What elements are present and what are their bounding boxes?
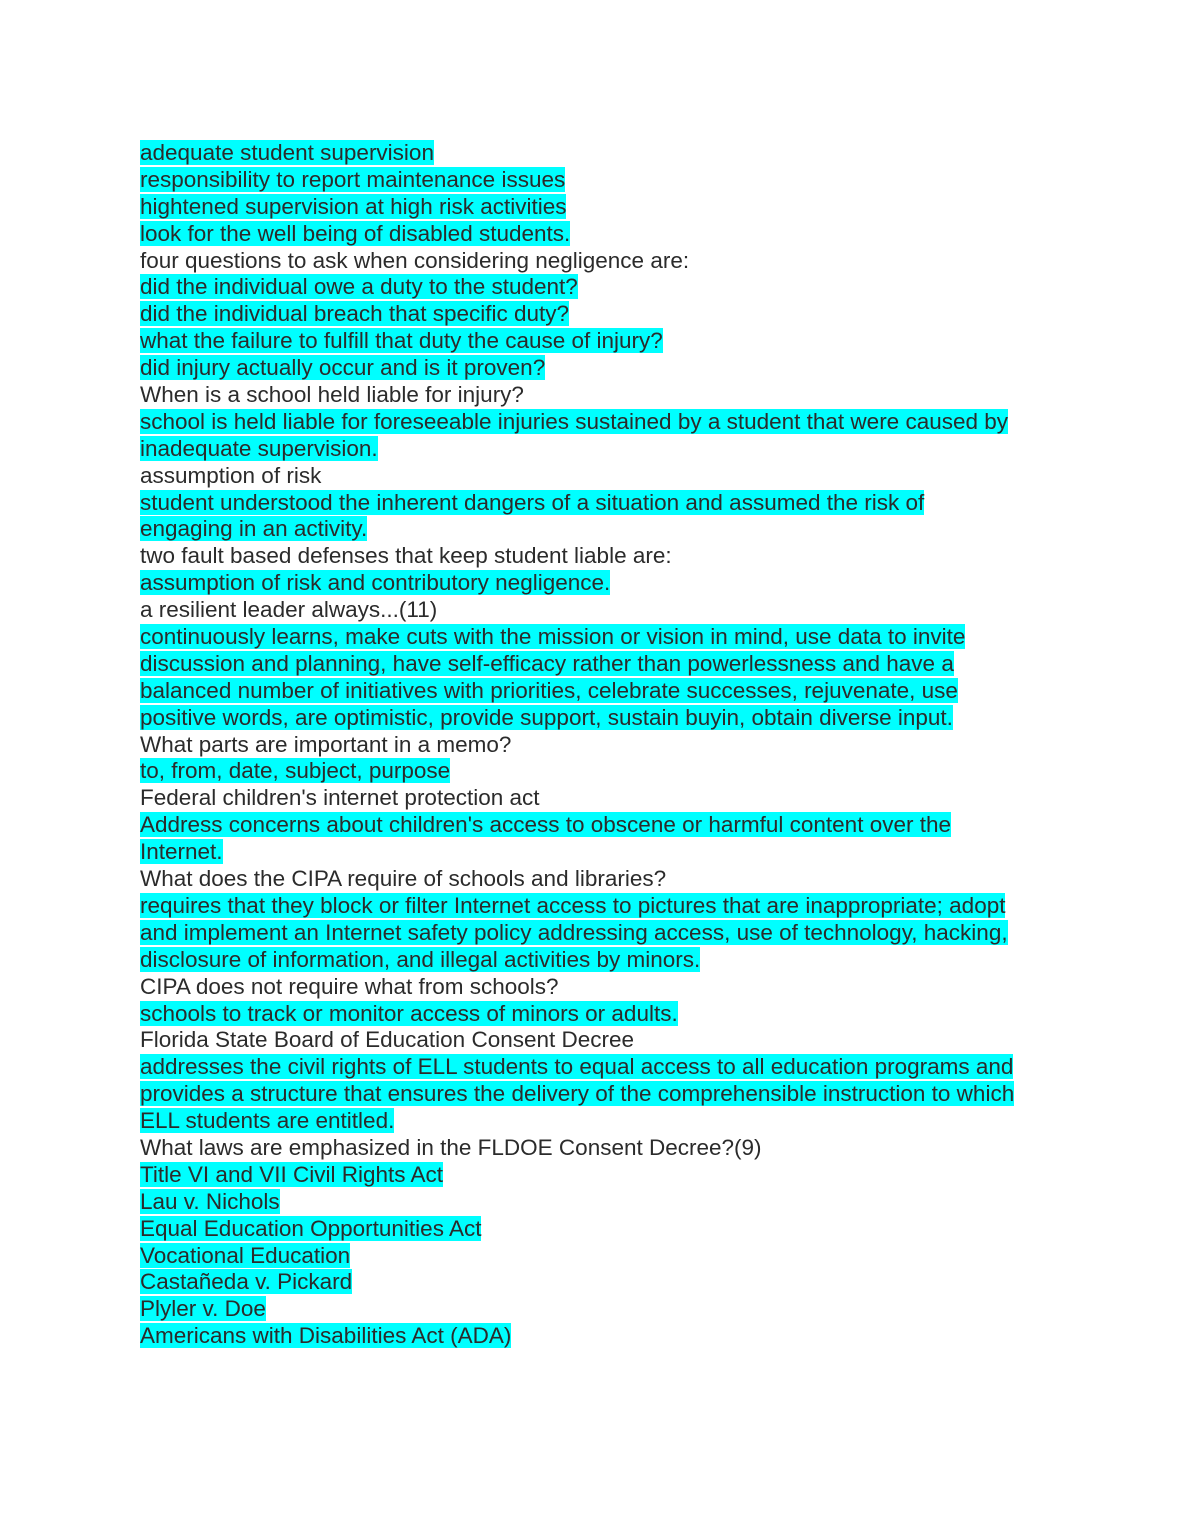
answer-line <box>140 409 1060 436</box>
answer-line <box>140 705 1060 732</box>
answer-line <box>140 1001 1060 1028</box>
highlighted-text: engaging in an activity. <box>140 516 368 542</box>
answer-line <box>140 328 1060 355</box>
highlighted-text: what the failure to fulfill that duty the cause of injury? <box>140 328 663 354</box>
question-line <box>140 597 1060 624</box>
answer-line <box>140 624 1060 651</box>
answer-line <box>140 274 1060 301</box>
question-text: When is a school held liable for injury? <box>140 382 524 408</box>
highlighted-text: did the individual owe a duty to the student? <box>140 274 578 300</box>
answer-line <box>140 490 1060 517</box>
answer-line <box>140 1269 1060 1296</box>
answer-line <box>140 1323 1060 1350</box>
highlighted-text: Plyler v. Doe <box>140 1296 266 1322</box>
highlighted-text: ELL students are entitled. <box>140 1108 395 1134</box>
highlighted-text: responsibility to report maintenance issues <box>140 166 566 192</box>
question-line <box>140 732 1060 759</box>
question-text: Florida State Board of Education Consent Decree <box>140 1027 635 1053</box>
highlighted-text: requires that they block or filter Internet access to pictures that are inappropriate; adopt <box>140 892 1006 918</box>
highlighted-text: Americans with Disabilities Act (ADA) <box>140 1323 512 1349</box>
answer-line <box>140 651 1060 678</box>
highlighted-text: did the individual breach that specific duty? <box>140 301 570 327</box>
question-line <box>140 543 1060 570</box>
answer-line <box>140 893 1060 920</box>
answer-line <box>140 570 1060 597</box>
answer-line <box>140 1054 1060 1081</box>
highlighted-text: positive words, are optimistic, provide support, sustain buyin, obtain diverse input. <box>140 704 953 730</box>
question-text: CIPA does not require what from schools? <box>140 973 559 999</box>
highlighted-text: disclosure of information, and illegal activities by minors. <box>140 946 701 972</box>
answer-line <box>140 1189 1060 1216</box>
highlighted-text: Vocational Education <box>140 1242 351 1268</box>
answer-line <box>140 839 1060 866</box>
answer-line <box>140 516 1060 543</box>
highlighted-text: continuously learns, make cuts with the mission or vision in mind, use data to invite <box>140 624 966 650</box>
question-text: What laws are emphasized in the FLDOE Consent Decree?(9) <box>140 1134 762 1160</box>
highlighted-text: and implement an Internet safety policy addressing access, use of technology, hacking, <box>140 919 1008 945</box>
question-line <box>140 1135 1060 1162</box>
highlighted-text: schools to track or monitor access of minors or adults. <box>140 1000 678 1026</box>
question-line <box>140 974 1060 1001</box>
answer-line <box>140 947 1060 974</box>
question-text: What does the CIPA require of schools and libraries? <box>140 866 667 892</box>
answer-line <box>140 678 1060 705</box>
answer-line <box>140 1081 1060 1108</box>
answer-line <box>140 758 1060 785</box>
highlighted-text: adequate student supervision <box>140 140 434 165</box>
question-text: What parts are important in a memo? <box>140 731 512 757</box>
answer-line <box>140 167 1060 194</box>
highlighted-text: hightened supervision at high risk activities <box>140 193 567 219</box>
question-text: two fault based defenses that keep student liable are: <box>140 543 672 569</box>
answer-line <box>140 1108 1060 1135</box>
highlighted-text: Equal Education Opportunities Act <box>140 1215 482 1241</box>
question-line <box>140 866 1060 893</box>
document-page <box>140 140 1060 1350</box>
answer-line <box>140 1296 1060 1323</box>
answer-line <box>140 355 1060 382</box>
answer-line <box>140 920 1060 947</box>
highlighted-text: Address concerns about children's access to obscene or harmful content over the <box>140 812 951 838</box>
question-line <box>140 785 1060 812</box>
highlighted-text: Title VI and VII Civil Rights Act <box>140 1161 444 1187</box>
answer-line <box>140 301 1060 328</box>
answer-line <box>140 140 1060 167</box>
question-line <box>140 1027 1060 1054</box>
question-line <box>140 248 1060 275</box>
highlighted-text: balanced number of initiatives with priorities, celebrate successes, rejuvenate, use <box>140 677 958 703</box>
highlighted-text: look for the well being of disabled students. <box>140 220 571 246</box>
answer-line <box>140 221 1060 248</box>
question-text: Federal children's internet protection act <box>140 785 540 811</box>
answer-line <box>140 194 1060 221</box>
highlighted-text: did injury actually occur and is it proven? <box>140 355 546 381</box>
answer-line <box>140 436 1060 463</box>
question-line <box>140 463 1060 490</box>
answer-line <box>140 1216 1060 1243</box>
question-text: a resilient leader always...(11) <box>140 597 438 623</box>
question-line <box>140 382 1060 409</box>
highlighted-text: discussion and planning, have self-efficacy rather than powerlessness and have a <box>140 650 954 676</box>
answer-line <box>140 1162 1060 1189</box>
highlighted-text: Castañeda v. Pickard <box>140 1269 353 1295</box>
highlighted-text: school is held liable for foreseeable injuries sustained by a student that were caused by <box>140 408 1009 434</box>
question-text: assumption of risk <box>140 462 322 488</box>
highlighted-text: inadequate supervision. <box>140 435 378 461</box>
highlighted-text: to, from, date, subject, purpose <box>140 758 451 784</box>
highlighted-text: provides a structure that ensures the delivery of the comprehensible instruction to which <box>140 1081 1015 1107</box>
highlighted-text: student understood the inherent dangers of a situation and assumed the risk of <box>140 489 925 515</box>
answer-line <box>140 1243 1060 1270</box>
highlighted-text: Internet. <box>140 839 223 865</box>
highlighted-text: Lau v. Nichols <box>140 1188 280 1214</box>
highlighted-text: addresses the civil rights of ELL students to equal access to all education programs and <box>140 1054 1014 1080</box>
answer-line <box>140 812 1060 839</box>
question-text: four questions to ask when considering negligence are: <box>140 247 690 273</box>
highlighted-text: assumption of risk and contributory negligence. <box>140 570 611 596</box>
